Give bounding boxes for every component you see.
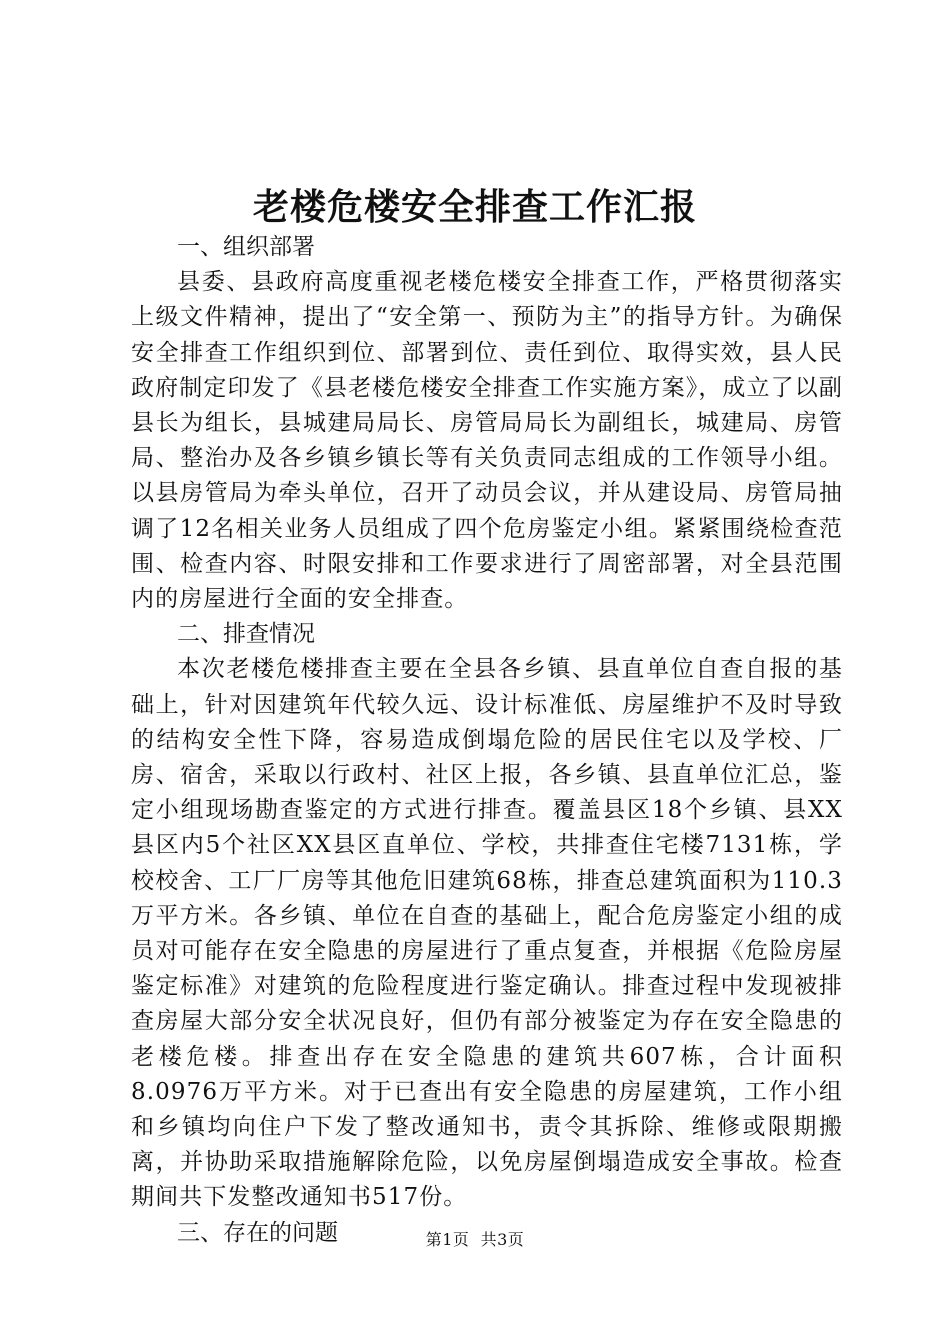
section-heading-problems: 三、存在的问题 (177, 1219, 338, 1246)
document-title: 老楼危楼安全排查工作汇报 (252, 186, 697, 228)
section-paragraph-organization: 县委、县政府高度重视老楼危楼安全排查工作，严格贯彻落实上级文件精神，提出了“安全第一、预防为主”的指导方针。为确保安全排查工作组织到位、部署到位、责任到位、取得实效，县人民政府制定印发了《县老楼危楼安全排查工作实施方案》，成立了以副县长为组长，县城建局局长、房管局局长为副组长，城建局、房管局、整治办及各乡镇乡镇长等有关负责同志组成的工作领导小组。以县房管局为牵头单位，召开了动员会议，并从建设局、房管局抽调了12名相关业务人员组成了四个危房鉴定小组。紧紧围绕检查范围、检查内容、时限安排和工作要求进行了周密部署，对全县范围内的房屋进行全面的安全排查。 (131, 269, 843, 613)
section-paragraph-inspection: 本次老楼危楼排查主要在全县各乡镇、县直单位自查自报的基础上，针对因建筑年代较久远、设计标准低、房屋维护不及时导致的结构安全性下降，容易造成倒塌危险的居民住宅以及学校、厂房、宿舍，采取以行政村、社区上报，各乡镇、县直单位汇总，鉴定小组现场勘查鉴定的方式进行排查。覆盖县区18个乡镇、县XX县区内5个社区XX县区直单位、学校，共排查住宅楼7131栋，学校校舍、工厂厂房等其他危旧建筑68栋，排查总建筑面积为110.3万平方米。各乡镇、单位在自查的基础上，配合危房鉴定小组的成员对可能存在安全隐患的房屋进行了重点复查，并根据《危险房屋鉴定标准》对建筑的危险程度进行鉴定确认。排查过程中发现被排查房屋大部分安全状况良好，但仍有部分被鉴定为存在安全隐患的老楼危楼。排查出存在安全隐患的建筑共607栋，合计面积8.0976万平方米。对于已查出有安全隐患的房屋建筑，工作小组和乡镇均向住户下发了整改通知书，责令其拆除、维修或限期搬离，并协助采取措施解除危险，以免房屋倒塌造成安全事故。检查期间共下发整改通知书517份。 (131, 656, 843, 1211)
section-heading-organization: 一、组织部署 (177, 234, 315, 260)
section-heading-inspection: 二、排查情况 (177, 621, 315, 648)
document-body (131, 230, 843, 1251)
page-number-footer: 第1页 共3页 (425, 1230, 525, 1249)
